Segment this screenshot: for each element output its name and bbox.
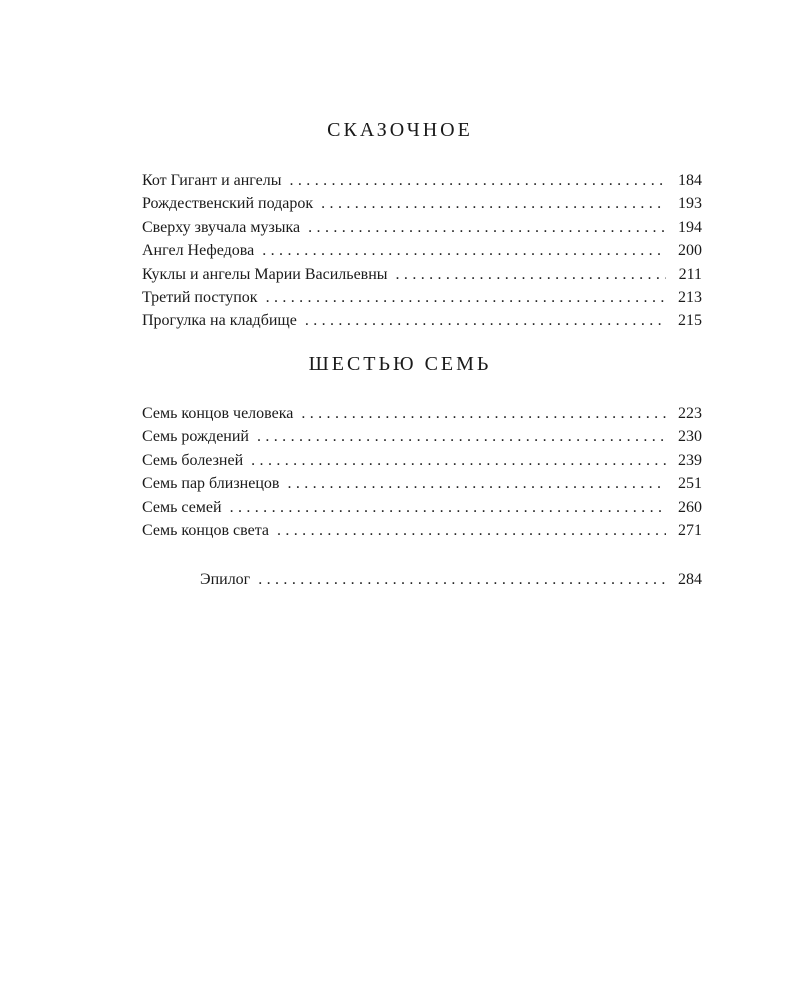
toc-entry-label: Семь концов человека: [142, 405, 294, 422]
toc-entry-page: 194: [678, 218, 702, 236]
toc-entry-page: 271: [678, 521, 702, 539]
toc-entry-label: Семь семей: [142, 498, 222, 516]
toc-entry-label: Семь пар близнецов: [142, 475, 280, 493]
toc-entry-page: 260: [678, 498, 702, 516]
toc-entry-label: Прогулка на кладбище: [142, 312, 297, 330]
toc-entry[interactable]: [142, 192, 702, 215]
dot-leader: [321, 192, 666, 215]
toc-entry[interactable]: [142, 169, 702, 192]
toc-entry-page: 211: [678, 265, 702, 283]
toc-entry[interactable]: [142, 472, 702, 495]
dot-leader: [257, 425, 666, 448]
toc-entry[interactable]: [142, 496, 702, 519]
toc-entry-page: 251: [678, 475, 702, 493]
dot-leader: [258, 568, 666, 591]
dot-leader: [230, 496, 666, 519]
toc-entry[interactable]: [142, 263, 702, 286]
toc-entry[interactable]: [142, 425, 702, 448]
toc-entry-page: 193: [678, 195, 702, 213]
toc-entry-page: 284: [678, 571, 702, 588]
toc-entry-label: Ангел Нефедова: [142, 242, 255, 260]
dot-leader: [308, 216, 666, 239]
toc-entry-page: 184: [678, 172, 702, 189]
dot-leader: [287, 472, 666, 495]
section-title-fairytale: СКАЗОЧНОЕ: [327, 119, 473, 141]
toc-entry-page: 213: [678, 288, 702, 306]
toc-entry-page: 239: [678, 451, 702, 469]
dot-leader: [301, 402, 666, 425]
toc-entry-label: Эпилог: [200, 571, 251, 588]
toc-list-fairytale: [142, 169, 702, 333]
toc-list-six-sevens: [142, 402, 702, 542]
dot-leader: [396, 263, 666, 286]
toc-entry-page: 215: [678, 312, 702, 330]
toc-entry[interactable]: [142, 519, 702, 542]
toc-entry[interactable]: [142, 449, 702, 472]
dot-leader: [266, 286, 666, 309]
toc-entry[interactable]: [142, 286, 702, 309]
toc-entry-label: Семь концов света: [142, 521, 269, 539]
dot-leader: [290, 169, 667, 192]
toc-entry-epilogue[interactable]: [200, 568, 702, 591]
dot-leader: [277, 519, 666, 542]
toc-entry-page: 223: [678, 405, 702, 422]
dot-leader: [305, 309, 666, 332]
toc-entry[interactable]: [142, 216, 702, 239]
toc-entry-label: Семь рождений: [142, 428, 249, 446]
toc-entry-label: Кот Гигант и ангелы: [142, 172, 282, 189]
toc-entry[interactable]: [142, 239, 702, 262]
dot-leader: [262, 239, 666, 262]
section-title-six-sevens: ШЕСТЬЮ СЕМЬ: [308, 353, 492, 375]
toc-entry-label: Сверху звучала музыка: [142, 218, 301, 236]
toc-list-epilogue: [200, 568, 702, 591]
toc-entry-page: 200: [678, 242, 702, 260]
toc-entry-page: 230: [678, 428, 702, 446]
toc-entry-label: Семь болезней: [142, 451, 244, 469]
toc-entry[interactable]: [142, 402, 702, 425]
toc-entry[interactable]: [142, 309, 702, 332]
toc-entry-label: Куклы и ангелы Марии Васильевны: [142, 265, 388, 283]
toc-entry-label: Рождественский подарок: [142, 195, 314, 213]
toc-entry-label: Третий поступок: [142, 288, 258, 306]
dot-leader: [251, 449, 666, 472]
